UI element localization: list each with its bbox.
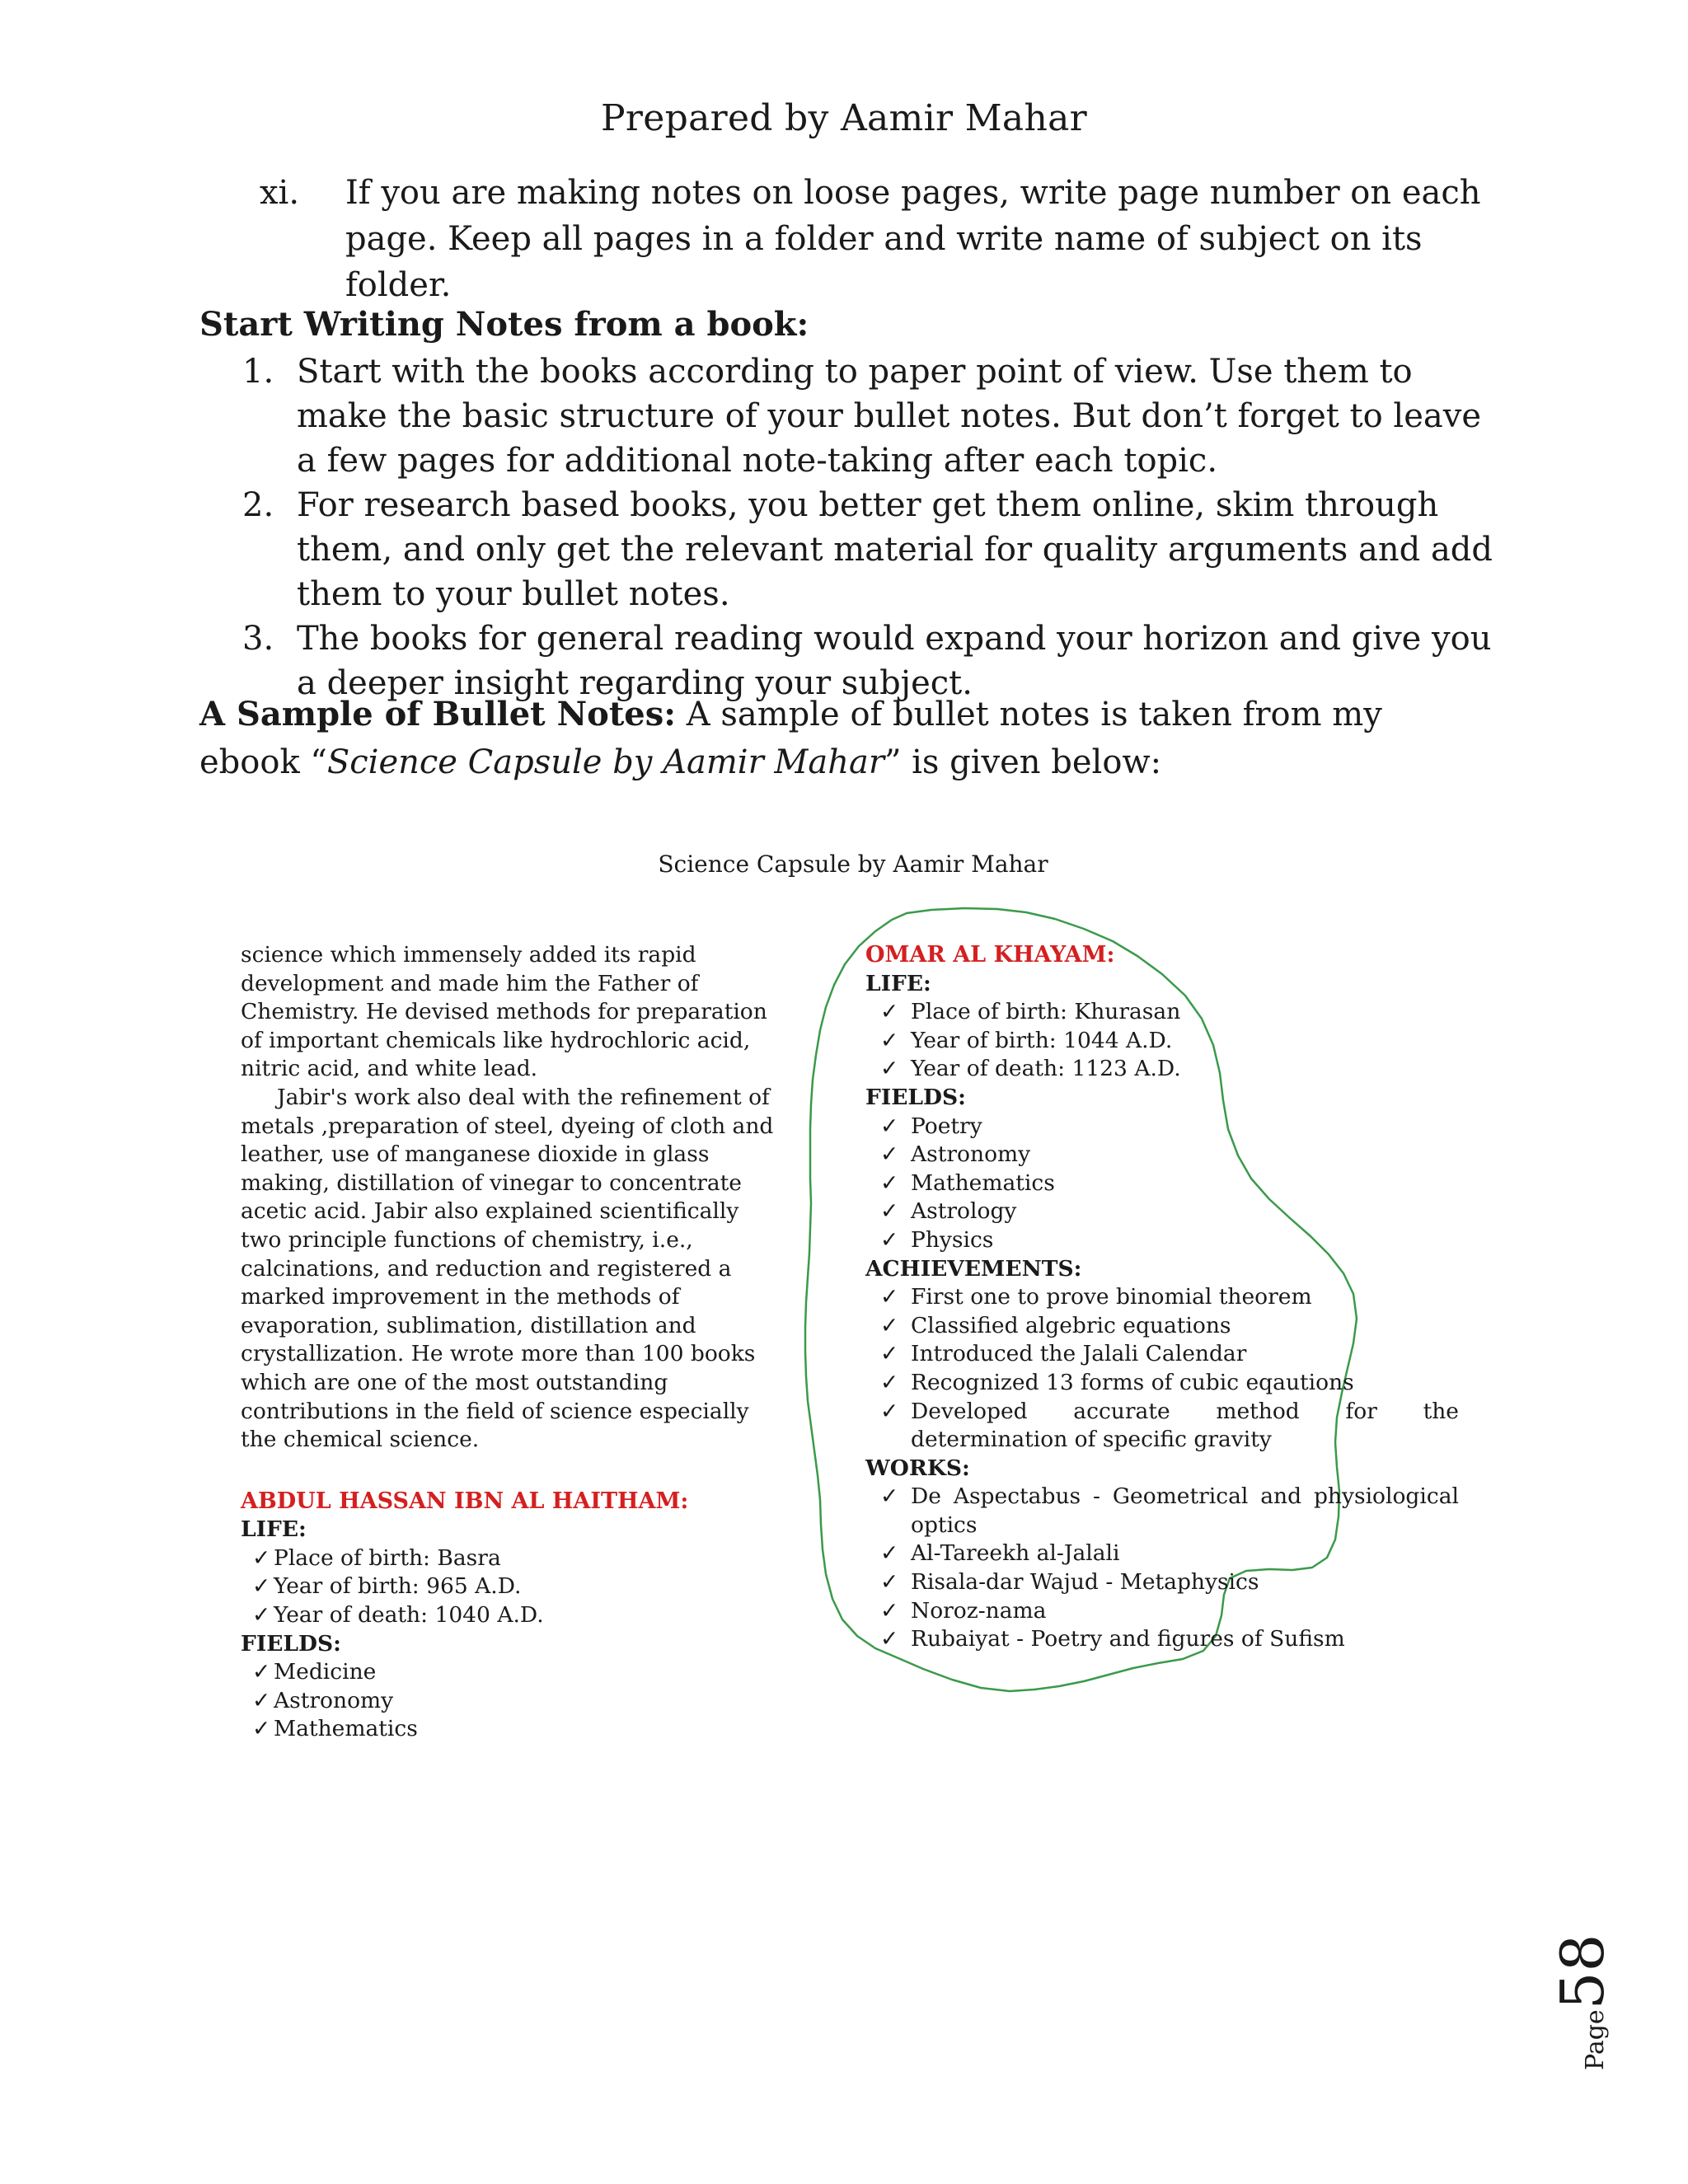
list-item <box>865 1197 1459 1226</box>
word: Aspectabus <box>953 1483 1081 1510</box>
list-item-text: Astronomy <box>911 1141 1031 1168</box>
life-label: LIFE: <box>865 970 931 996</box>
list-number: 2. <box>242 486 274 524</box>
check-icon: ✓ <box>252 1602 271 1629</box>
numbered-list <box>242 349 1495 705</box>
sample-label: A Sample of Bullet Notes: <box>199 695 677 733</box>
list-item-text: Astronomy <box>274 1687 394 1713</box>
list-item <box>865 1540 1459 1568</box>
fields-list <box>241 1658 776 1744</box>
word: De <box>911 1483 941 1510</box>
list-item-text: Place of birth: Khurasan <box>911 999 1181 1025</box>
list-item-xi <box>260 170 1512 308</box>
list-item-text: Recognized 13 forms of cubic eqautions <box>911 1369 1354 1395</box>
list-item <box>865 998 1459 1027</box>
check-icon: ✓ <box>252 1573 271 1600</box>
life-label: LIFE: <box>241 1516 307 1543</box>
fields-list <box>865 1113 1459 1255</box>
page-header: Prepared by Aamir Mahar <box>601 97 1087 139</box>
works-list <box>865 1483 1459 1654</box>
check-icon: ✓ <box>880 1341 899 1367</box>
check-icon: ✓ <box>880 1027 899 1053</box>
list-item-text: First one to prove binomial theorem <box>911 1284 1312 1310</box>
word: the <box>1423 1398 1459 1424</box>
list-item <box>865 1169 1459 1198</box>
list-item-text: Risala-dar Wajud - Metaphysics <box>911 1569 1259 1596</box>
list-item-text: Year of birth: 1044 A.D. <box>911 1027 1173 1053</box>
word: method <box>1216 1398 1300 1424</box>
check-icon: ✓ <box>880 1284 899 1310</box>
list-item <box>241 1601 776 1630</box>
list-item <box>865 1283 1459 1312</box>
list-item <box>865 1369 1459 1398</box>
page-label: Page <box>1581 2009 1610 2070</box>
works-label: WORKS: <box>865 1455 970 1481</box>
list-item <box>865 1340 1459 1369</box>
check-icon: ✓ <box>880 1540 899 1567</box>
list-item <box>865 1055 1459 1084</box>
list-item <box>865 1568 1459 1597</box>
check-icon: ✓ <box>252 1659 271 1685</box>
word: Geometrical <box>1112 1483 1249 1510</box>
list-item <box>865 1312 1459 1341</box>
list-item <box>865 1113 1459 1141</box>
list-item-text: Mathematics <box>274 1716 418 1742</box>
embedded-title: Science Capsule by Aamir Mahar <box>658 851 1048 878</box>
word: Developed <box>911 1398 1028 1424</box>
check-icon: ✓ <box>880 1113 899 1139</box>
list-item <box>241 1715 776 1744</box>
list-item-text: Start with the books according to paper point of view. Use them to make the basic structure of your bullet notes. But don’t forget to leave a few pages for additional note-taking after each topic. <box>297 353 1482 480</box>
embedded-sample-image <box>206 832 1500 1747</box>
life-list <box>865 998 1459 1084</box>
list-item <box>865 1597 1459 1626</box>
list-item-continuation: optics <box>911 1511 978 1538</box>
list-item-text: Physics <box>911 1226 994 1253</box>
list-number: 1. <box>242 353 274 391</box>
list-number: 3. <box>242 620 274 658</box>
list-item <box>241 1687 776 1716</box>
justified-line <box>911 1483 1459 1511</box>
list-item <box>865 1141 1459 1169</box>
list-item-text: Year of birth: 965 A.D. <box>274 1573 522 1600</box>
check-icon: ✓ <box>880 1398 899 1424</box>
fields-label: FIELDS: <box>241 1630 341 1657</box>
sample-paragraph <box>199 691 1485 786</box>
check-icon: ✓ <box>880 999 899 1025</box>
book-title: Science Capsule by Aamir Mahar <box>326 743 884 781</box>
list-item <box>242 483 1495 616</box>
list-item <box>865 1483 1459 1540</box>
paragraph: science which immensely added its rapid development and made him the Father of Chemistry. He devised methods for preparation of important chemicals like hydrochloric acid, nitric acid, and white lead. <box>241 942 767 1082</box>
list-item-text: Poetry <box>911 1113 982 1139</box>
check-icon: ✓ <box>252 1716 271 1742</box>
person-heading: ABDUL HASSAN IBN AL HAITHAM: <box>241 1488 689 1514</box>
list-marker: xi. <box>260 174 300 212</box>
achievements-label: ACHIEVEMENTS: <box>865 1255 1082 1282</box>
sample-text: A sample of bullet notes is taken from my ebook “ <box>199 696 1382 781</box>
section-heading: Start Writing Notes from a book: <box>199 305 809 344</box>
paragraph: Jabir's work also deal with the refinement of metals ,preparation of steel, dyeing of cloth and leather, use of manganese dioxide in glass making, distillation of vinegar to concentrate acetic acid. Jabir also explained scientifically two principle functions of chemistry, i.e., calcinations, and reduction and registered a marked improvement in the methods of evaporation, sublimation, distillation and crystallization. He wrote more than 100 books which are one of the most outstanding contributions in the field of science especially the chemical science. <box>241 1084 774 1453</box>
list-item <box>241 1544 776 1573</box>
list-item-text: Medicine <box>274 1659 377 1685</box>
list-item-text: Noroz-nama <box>911 1597 1047 1624</box>
list-item-text: Mathematics <box>911 1169 1055 1196</box>
check-icon: ✓ <box>252 1544 271 1571</box>
list-item-continuation: determination of specific gravity <box>911 1427 1272 1453</box>
word: physiological <box>1313 1483 1459 1510</box>
list-item-text: Astrology <box>911 1198 1017 1225</box>
word: accurate <box>1073 1398 1170 1424</box>
life-list <box>241 1544 776 1630</box>
check-icon: ✓ <box>880 1483 899 1510</box>
list-item-text: For research based books, you better get them online, skim through them, and only get the relevant material for quality arguments and add them to your bullet notes. <box>297 486 1493 613</box>
page-number-value: 58 <box>1548 1933 1617 2010</box>
word: for <box>1345 1398 1377 1424</box>
word: and <box>1260 1483 1302 1510</box>
list-item-text: Classified algebric equations <box>911 1312 1231 1338</box>
check-icon: ✓ <box>880 1597 899 1624</box>
left-column <box>241 941 776 1744</box>
list-item <box>865 1398 1459 1455</box>
check-icon: ✓ <box>880 1198 899 1225</box>
list-item-text: If you are making notes on loose pages, write page number on each page. Keep all pages in a folder and write name of subject on its folder. <box>345 174 1481 304</box>
check-icon: ✓ <box>880 1569 899 1596</box>
right-column <box>865 941 1459 1654</box>
list-item-text: Year of death: 1123 A.D. <box>911 1056 1181 1082</box>
check-icon: ✓ <box>880 1141 899 1168</box>
list-item-text: Year of death: 1040 A.D. <box>274 1602 544 1629</box>
check-icon: ✓ <box>880 1169 899 1196</box>
fields-label: FIELDS: <box>865 1084 966 1110</box>
list-item <box>241 1572 776 1601</box>
word: - <box>1093 1483 1100 1510</box>
list-item-text: Introduced the Jalali Calendar <box>911 1341 1247 1367</box>
list-item <box>241 1658 776 1687</box>
check-icon: ✓ <box>880 1626 899 1652</box>
list-item-text: Place of birth: Basra <box>274 1544 501 1571</box>
person-heading: OMAR AL KHAYAM: <box>865 942 1115 968</box>
list-item <box>865 1625 1459 1654</box>
sample-text-end: ” is given below: <box>884 743 1162 781</box>
check-icon: ✓ <box>252 1687 271 1713</box>
check-icon: ✓ <box>880 1312 899 1338</box>
list-item <box>865 1226 1459 1255</box>
achievements-list <box>865 1283 1459 1455</box>
check-icon: ✓ <box>880 1369 899 1395</box>
page-number <box>1548 1933 1622 2070</box>
check-icon: ✓ <box>880 1056 899 1082</box>
list-item-text: Rubaiyat - Poetry and figures of Sufism <box>911 1626 1345 1652</box>
list-item <box>242 349 1495 483</box>
list-item-text: Al-Tareekh al-Jalali <box>911 1540 1120 1567</box>
list-item <box>865 1027 1459 1056</box>
list-item-text: The books for general reading would expand your horizon and give you a deeper insight regarding your subject. <box>297 620 1492 702</box>
justified-line <box>911 1398 1459 1427</box>
check-icon: ✓ <box>880 1226 899 1253</box>
